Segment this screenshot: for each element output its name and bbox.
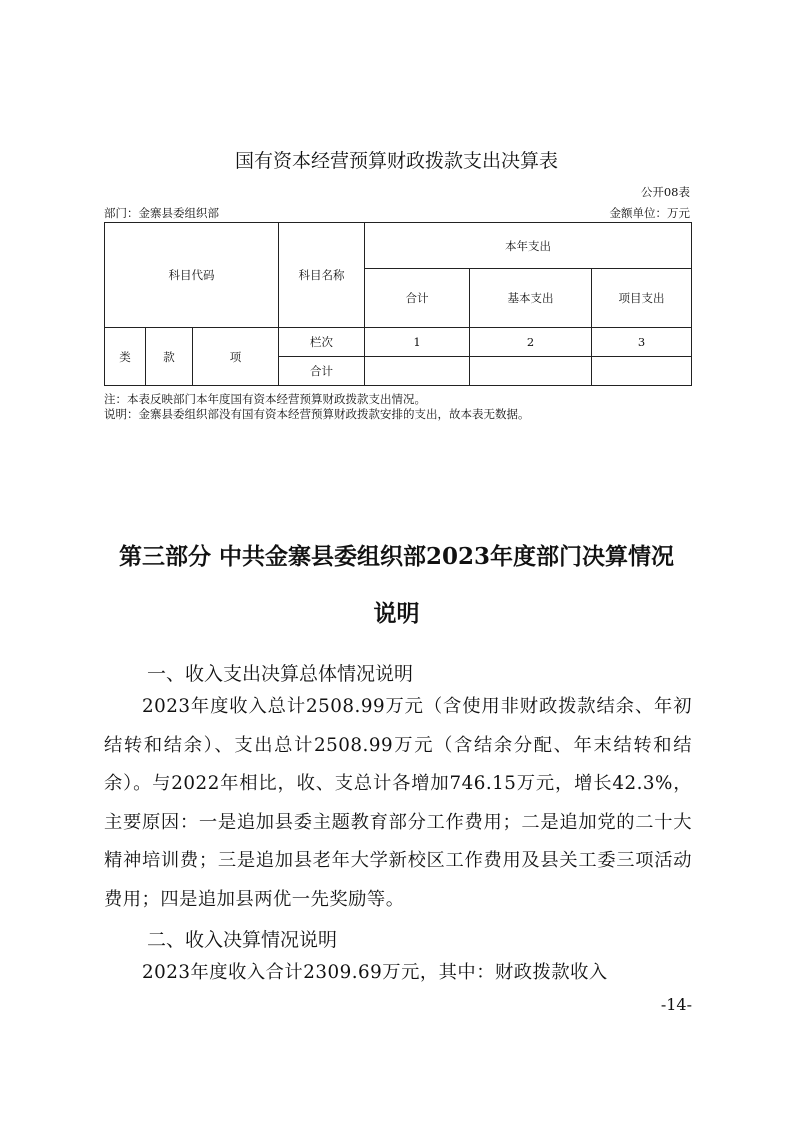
amount-unit-label: 金额单位：万元 <box>609 206 690 220</box>
table-note: 注：本表反映部门本年度国有资本经营预算财政拨款支出情况。 <box>104 392 426 406</box>
table-title: 国有资本经营预算财政拨款支出决算表 <box>234 150 558 172</box>
xiang-header: 项 <box>193 328 279 386</box>
lei-header: 类 <box>105 328 146 386</box>
part-title-continued: 说明 <box>373 600 420 627</box>
expense-table <box>104 222 692 386</box>
column-1: 1 <box>365 328 470 357</box>
section1-paragraph: 2023年度收入总计2508.99万元（含使用非财政拨款结余、年初结转和结余）、支出总计2508.99万元（含结余分配、年末结转和结余）。与2022年相比，收、支总计各增加746.15万元，增长42.3%，主要原因：一是追加县委主题教育部分工作费用；二是追加党的二十大精神培训费；三是追加县老年大学新校区工作费用及县关工委三项活动费用；四是追加县两优一先奖励等。 <box>104 696 692 910</box>
total-row-label: 合计 <box>279 357 365 386</box>
current-year-expense-header: 本年支出 <box>365 223 692 269</box>
column-no-label: 栏次 <box>279 328 365 357</box>
table-explanation: 说明：金寨县委组织部没有国有资本经营预算财政拨款安排的支出，故本表无数据。 <box>104 407 530 421</box>
section2-paragraph: 2023年度收入合计2309.69万元，其中：财政拨款收入 <box>142 962 608 983</box>
basic-cell <box>470 357 592 386</box>
part-title: 第三部分 中共金寨县委组织部2023年度部门决算情况 <box>118 543 675 570</box>
project-cell <box>592 357 692 386</box>
section2-heading: 二、收入决算情况说明 <box>147 929 338 951</box>
page-number: -14- <box>660 995 692 1014</box>
department-label: 部门：金寨县委组织部 <box>104 206 219 220</box>
basic-expense-header: 基本支出 <box>470 269 592 328</box>
total-cell <box>365 357 470 386</box>
kuan-header: 款 <box>146 328 193 386</box>
column-2: 2 <box>470 328 592 357</box>
total-header: 合计 <box>365 269 470 328</box>
column-3: 3 <box>592 328 692 357</box>
section1-heading: 一、收入支出决算总体情况说明 <box>147 663 414 685</box>
subject-code-header: 科目代码 <box>105 223 279 328</box>
project-expense-header: 项目支出 <box>592 269 692 328</box>
subject-name-header: 科目名称 <box>279 223 365 328</box>
form-code: 公开08表 <box>640 185 690 199</box>
